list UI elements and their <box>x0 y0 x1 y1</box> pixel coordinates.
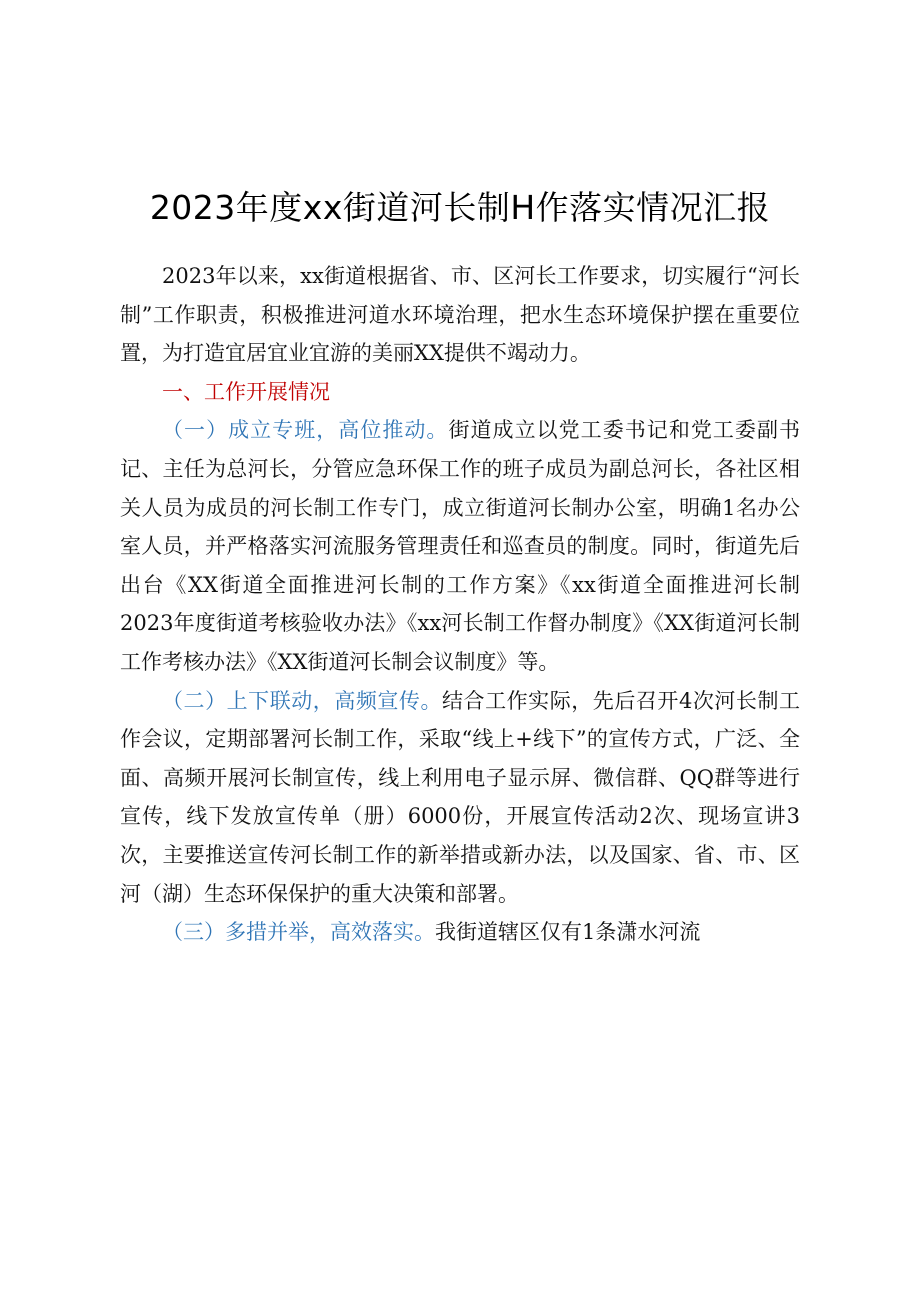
item-heading-3: （三）多措并举，高效落实。 <box>162 920 435 945</box>
item-paragraph-3 <box>120 913 800 952</box>
document-title: 2023年度xx街道河长制H作落实情况汇报 <box>149 188 771 227</box>
item-heading-2: （二）上下联动，高频宣传。 <box>162 688 443 713</box>
item-text-2: 结合工作实际，先后召开4次河长制工作会议，定期部署河长制工作，采取“线上+线下”的宣传方式，广泛、全面、高频开展河长制宣传，线上利用电子显示屏、微信群、QQ群等进行宣传，线下发放宣传单（册）6000份，开展宣传活动2次、现场宣讲3次，主要推送宣传河长制工作的新举措或新办法，以及国家、省、市、区河（湖）生态环保保护的重大决策和部署。 <box>120 688 801 906</box>
document-body <box>120 257 800 952</box>
section-heading <box>120 373 800 412</box>
item-heading-1: （一）成立专班，高位推动。 <box>162 418 449 443</box>
item-text-3: 我街道辖区仅有1条潇水河流 <box>435 920 701 945</box>
item-paragraph-2 <box>120 682 800 914</box>
intro-paragraph: 2023年以来，xx街道根据省、市、区河长工作要求，切实履行“河长制”工作职责，积极推进河道水环境治理，把水生态环境保护摆在重要位置，为打造宜居宜业宜游的美丽XX提供不竭动力。 <box>120 264 800 366</box>
item-paragraph-1 <box>120 411 800 681</box>
section-heading-text: 一、工作开展情况 <box>162 379 330 404</box>
item-text-1: 街道成立以党工委书记和党工委副书记、主任为总河长，分管应急环保工作的班子成员为副总河长，各社区相关人员为成员的河长制工作专门，成立街道河长制办公室，明确1名办公室人员，并严格落实河流服务管理责任和巡查员的制度。同时，街道先后出台《XX街道全面推进河长制的工作方案》《xx街道全面推进河长制2023年度街道考核验收办法》《xx河长制工作督办制度》《XX街道河长制工作考核办法》《XX街道河长制会议制度》等。 <box>120 418 801 674</box>
